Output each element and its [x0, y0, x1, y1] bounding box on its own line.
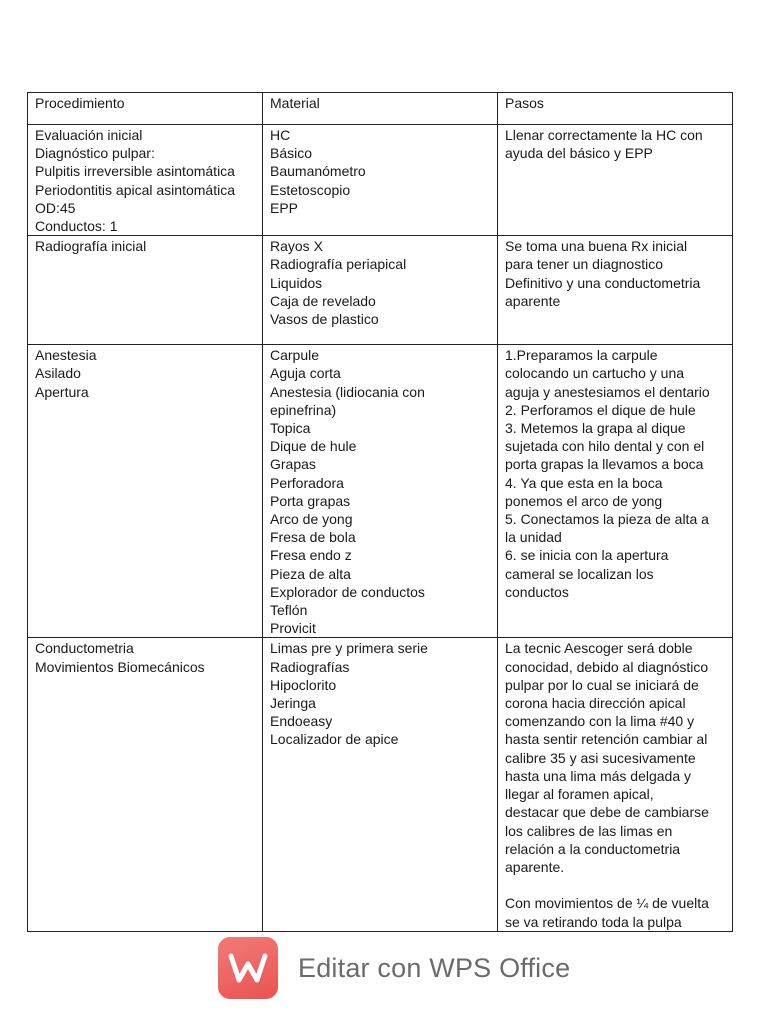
cell-text-line: Fresa endo z — [270, 547, 352, 564]
cell-text-line: OD:45 — [35, 199, 76, 216]
cell-text-line: Dique de hule — [270, 438, 357, 455]
cell-text-line: 2. Perforamos el dique de hule — [505, 401, 696, 418]
cell-text-line: sujetada con hilo dental y con el — [505, 438, 705, 455]
cell-procedimiento — [28, 236, 263, 345]
cell-text-line: HC — [270, 127, 291, 143]
cell-text-line: aparente — [505, 292, 561, 309]
cell-text-line: Anestesia — [35, 347, 97, 364]
cell-text-line: destacar que debe de cambiarse — [505, 804, 709, 821]
cell-text-line: para tener un diagnostico — [505, 256, 663, 273]
cell-text-line: comenzando con la lima #40 y — [505, 713, 695, 730]
cell-text-line: Fresa de bola — [270, 529, 356, 546]
table-row — [28, 236, 733, 345]
cell-text-line: relación a la conductometria — [505, 840, 681, 857]
cell-pasos — [498, 125, 733, 236]
wps-edit-banner[interactable] — [218, 936, 570, 1000]
wps-logo-icon[interactable] — [218, 937, 278, 999]
cell-text-line: Radiografía periapical — [270, 256, 407, 273]
table-row — [28, 345, 733, 638]
procedure-table — [27, 92, 733, 932]
cell-text-line: pulpar por lo cual se iniciará de — [505, 676, 699, 693]
table-header-row — [28, 93, 733, 125]
cell-pasos — [498, 236, 733, 345]
cell-text-line: hasta sentir retención cambiar al — [505, 731, 708, 748]
cell-text-line: llegar al foramen apical, — [505, 786, 654, 803]
cell-text-line: colocando un cartucho y una — [505, 365, 685, 382]
cell-text-line: Asilado — [35, 365, 81, 382]
cell-text-line: 4. Ya que esta en la boca — [505, 474, 663, 491]
cell-text-line: Explorador de conductos — [270, 583, 425, 600]
cell-text-line: Anestesia (lidiocania con — [270, 383, 425, 400]
cell-text-line: conductos — [505, 583, 569, 600]
cell-text-line: Conductos: 1 — [35, 218, 118, 235]
cell-text-line: Básico — [270, 145, 313, 162]
cell-text-line: aparente. — [505, 858, 565, 875]
cell-text-line: Pieza de alta — [270, 565, 351, 582]
header-procedimiento: Procedimiento — [28, 93, 263, 125]
cell-material — [263, 125, 498, 236]
cell-text-line: Vasos de plastico — [270, 311, 379, 328]
cell-pasos — [498, 345, 733, 638]
cell-text-line: Carpule — [270, 347, 320, 364]
cell-text-line: hasta una lima más delgada y — [505, 767, 691, 784]
cell-text-line: epinefrina) — [270, 401, 337, 418]
cell-text-line: Conductometria — [35, 640, 134, 657]
cell-text-line: Se toma una buena Rx inicial — [505, 238, 688, 255]
cell-text-line: Periodontitis apical asintomática — [35, 181, 235, 198]
cell-procedimiento — [28, 345, 263, 638]
cell-text-line: los calibres de las limas en — [505, 822, 673, 839]
cell-procedimiento — [28, 638, 263, 931]
cell-material — [263, 638, 498, 931]
table-row — [28, 638, 733, 931]
cell-text-line: aguja y anestesiamos el dentario — [505, 383, 710, 400]
cell-text-line: Limas pre y primera serie — [270, 640, 428, 657]
cell-text-line: Caja de revelado — [270, 292, 376, 309]
cell-text-line: Estetoscopio — [270, 181, 351, 198]
cell-text-line: Perforadora — [270, 474, 344, 491]
cell-text-line: 3. Metemos la grapa al dique — [505, 420, 686, 437]
cell-text-line: Diagnóstico pulpar: — [35, 145, 155, 162]
cell-text-line: 5. Conectamos la pieza de alta a — [505, 511, 709, 528]
cell-text-line: conocidad, debido al diagnóstico — [505, 658, 709, 675]
cell-text-line: Aguja corta — [270, 365, 341, 382]
cell-text-line: EPP — [270, 199, 299, 216]
blank-line — [505, 876, 726, 894]
cell-text-line: La tecnic Aescoger será doble — [505, 640, 693, 657]
cell-text-line: Grapas — [270, 456, 316, 473]
cell-procedimiento — [28, 125, 263, 236]
table-row — [28, 125, 733, 236]
cell-text-line: corona hacia dirección apical — [505, 695, 686, 712]
cell-text-line: ponemos el arco de yong — [505, 492, 663, 509]
cell-text-line: 6. se inicia con la apertura — [505, 547, 669, 564]
header-pasos: Pasos — [498, 93, 733, 125]
cell-text-line: Apertura — [35, 383, 89, 400]
cell-text-line: Jeringa — [270, 695, 316, 712]
cell-text-line: calibre 35 y asi sucesivamente — [505, 749, 696, 766]
cell-text-line: Endoeasy — [270, 713, 333, 730]
cell-text-line: 1.Preparamos la carpule — [505, 347, 658, 364]
cell-text-line: Movimientos Biomecánicos — [35, 658, 205, 675]
header-material: Material — [263, 93, 498, 125]
cell-text-line: ayuda del básico y EPP — [505, 145, 653, 162]
cell-text-line: Definitivo y una conductometria — [505, 274, 701, 291]
cell-text-line: Liquidos — [270, 274, 323, 291]
cell-text-line: Topica — [270, 420, 311, 437]
cell-text-line: Radiografía inicial — [35, 238, 147, 255]
cell-text-line: la unidad — [505, 529, 562, 546]
cell-text-line: porta grapas la llevamos a boca — [505, 456, 704, 473]
cell-text-line: Arco de yong — [270, 511, 353, 528]
cell-text-line: Llenar correctamente la HC con — [505, 127, 703, 143]
cell-text-line: se va retirando toda la pulpa — [505, 913, 682, 930]
cell-text-line: Rayos X — [270, 238, 323, 255]
cell-text-line: Porta grapas — [270, 492, 351, 509]
cell-text-line: Hipoclorito — [270, 676, 337, 693]
cell-text-line: Baumanómetro — [270, 163, 366, 180]
cell-text-line: Localizador de apice — [270, 731, 399, 748]
cell-material — [263, 236, 498, 345]
cell-text-line: Provicit — [270, 620, 316, 637]
cell-text-line: Radiografías — [270, 658, 350, 675]
cell-text-line: Evaluación inicial — [35, 127, 143, 143]
cell-text-line: Teflón — [270, 602, 308, 619]
cell-text-line: Pulpitis irreversible asintomática — [35, 163, 235, 180]
cell-text-line: cameral se localizan los — [505, 565, 654, 582]
cell-text-line: Con movimientos de ¼ de vuelta — [505, 895, 709, 912]
cell-pasos — [498, 638, 733, 931]
wps-edit-label[interactable]: Editar con WPS Office — [298, 952, 571, 983]
cell-material — [263, 345, 498, 638]
